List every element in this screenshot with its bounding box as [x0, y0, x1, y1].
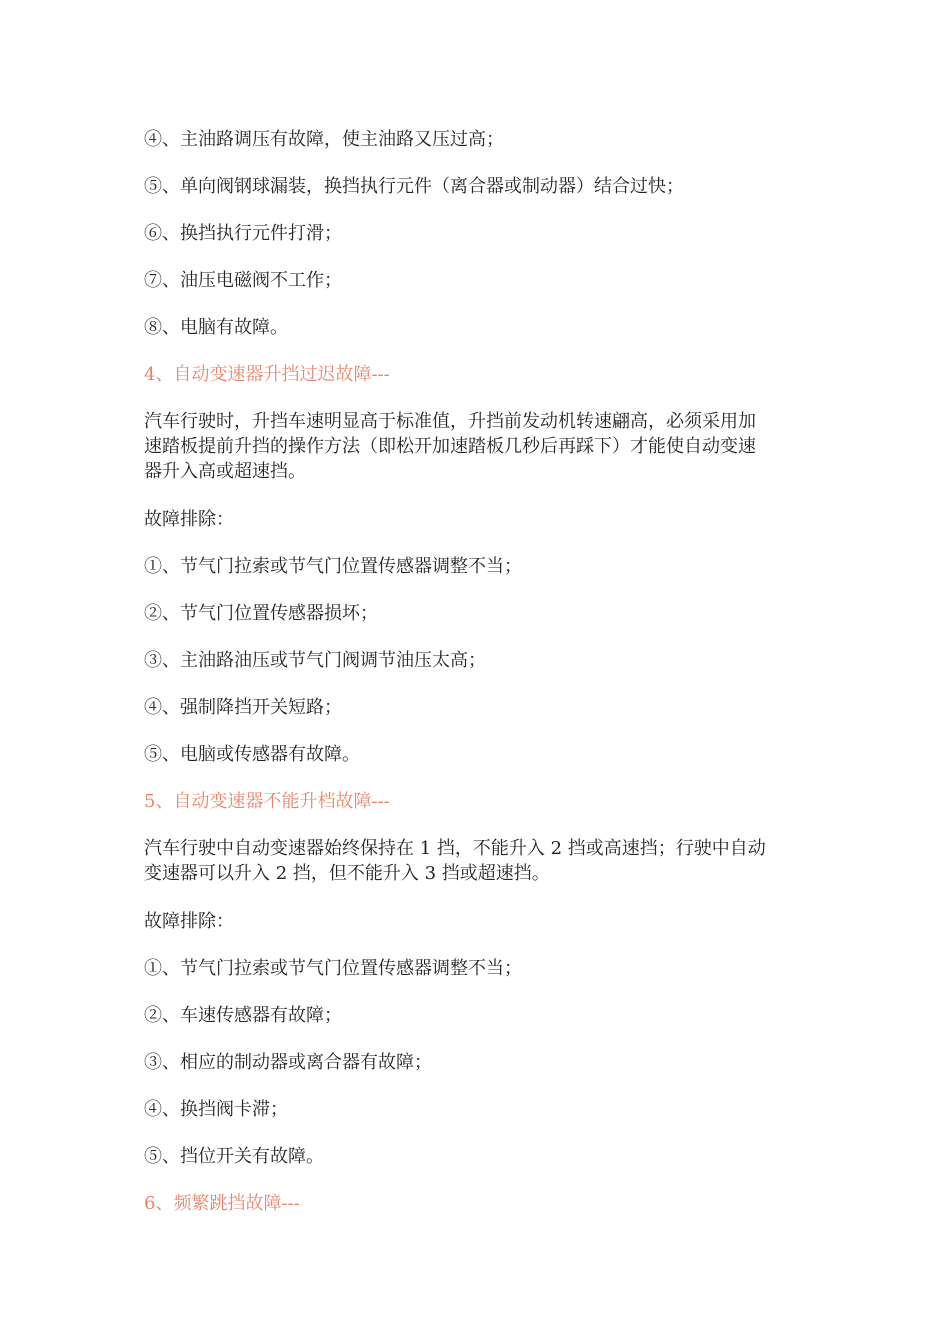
list-item: ④、换挡阀卡滞； — [144, 1099, 288, 1120]
section-4-heading: 4、自动变速器升挡过迟故障--- — [144, 364, 390, 385]
section-4-description-line: 速踏板提前升挡的操作方法（即松开加速踏板几秒后再踩下）才能使自动变速 — [144, 436, 756, 457]
list-item: ⑤、挡位开关有故障。 — [144, 1146, 324, 1167]
section-5-heading: 5、自动变速器不能升档故障--- — [144, 791, 390, 812]
list-item: ⑧、电脑有故障。 — [144, 317, 288, 338]
list-item: ③、相应的制动器或离合器有故障； — [144, 1052, 432, 1073]
list-item: ⑤、单向阀钢球漏装，换挡执行元件（离合器或制动器）结合过快； — [144, 176, 684, 197]
section-6-heading: 6、频繁跳挡故障--- — [144, 1193, 300, 1214]
list-item: ②、车速传感器有故障； — [144, 1005, 342, 1026]
section-5-description-line: 变速器可以升入 2 挡，但不能升入 3 挡或超速挡。 — [144, 863, 550, 884]
list-item: ③、主油路油压或节气门阀调节油压太高； — [144, 650, 486, 671]
section-4-troubleshoot-label: 故障排除： — [144, 509, 234, 530]
list-item: ①、节气门拉索或节气门位置传感器调整不当； — [144, 556, 522, 577]
section-4-description-line: 汽车行驶时，升挡车速明显高于标准值，升挡前发动机转速翩高，必须采用加 — [144, 411, 756, 432]
list-item: ⑥、换挡执行元件打滑； — [144, 223, 342, 244]
list-item: ⑦、油压电磁阀不工作； — [144, 270, 342, 291]
list-item: ②、节气门位置传感器损坏； — [144, 603, 378, 624]
section-4-description-line: 器升入高或超速挡。 — [144, 461, 306, 482]
list-item: ①、节气门拉索或节气门位置传感器调整不当； — [144, 958, 522, 979]
section-5-description-line: 汽车行驶中自动变速器始终保持在 1 挡，不能升入 2 挡或高速挡；行驶中自动 — [144, 838, 766, 859]
list-item: ④、主油路调压有故障，使主油路又压过高； — [144, 129, 504, 150]
section-5-troubleshoot-label: 故障排除： — [144, 911, 234, 932]
list-item: ⑤、电脑或传感器有故障。 — [144, 744, 360, 765]
list-item: ④、强制降挡开关短路； — [144, 697, 342, 718]
